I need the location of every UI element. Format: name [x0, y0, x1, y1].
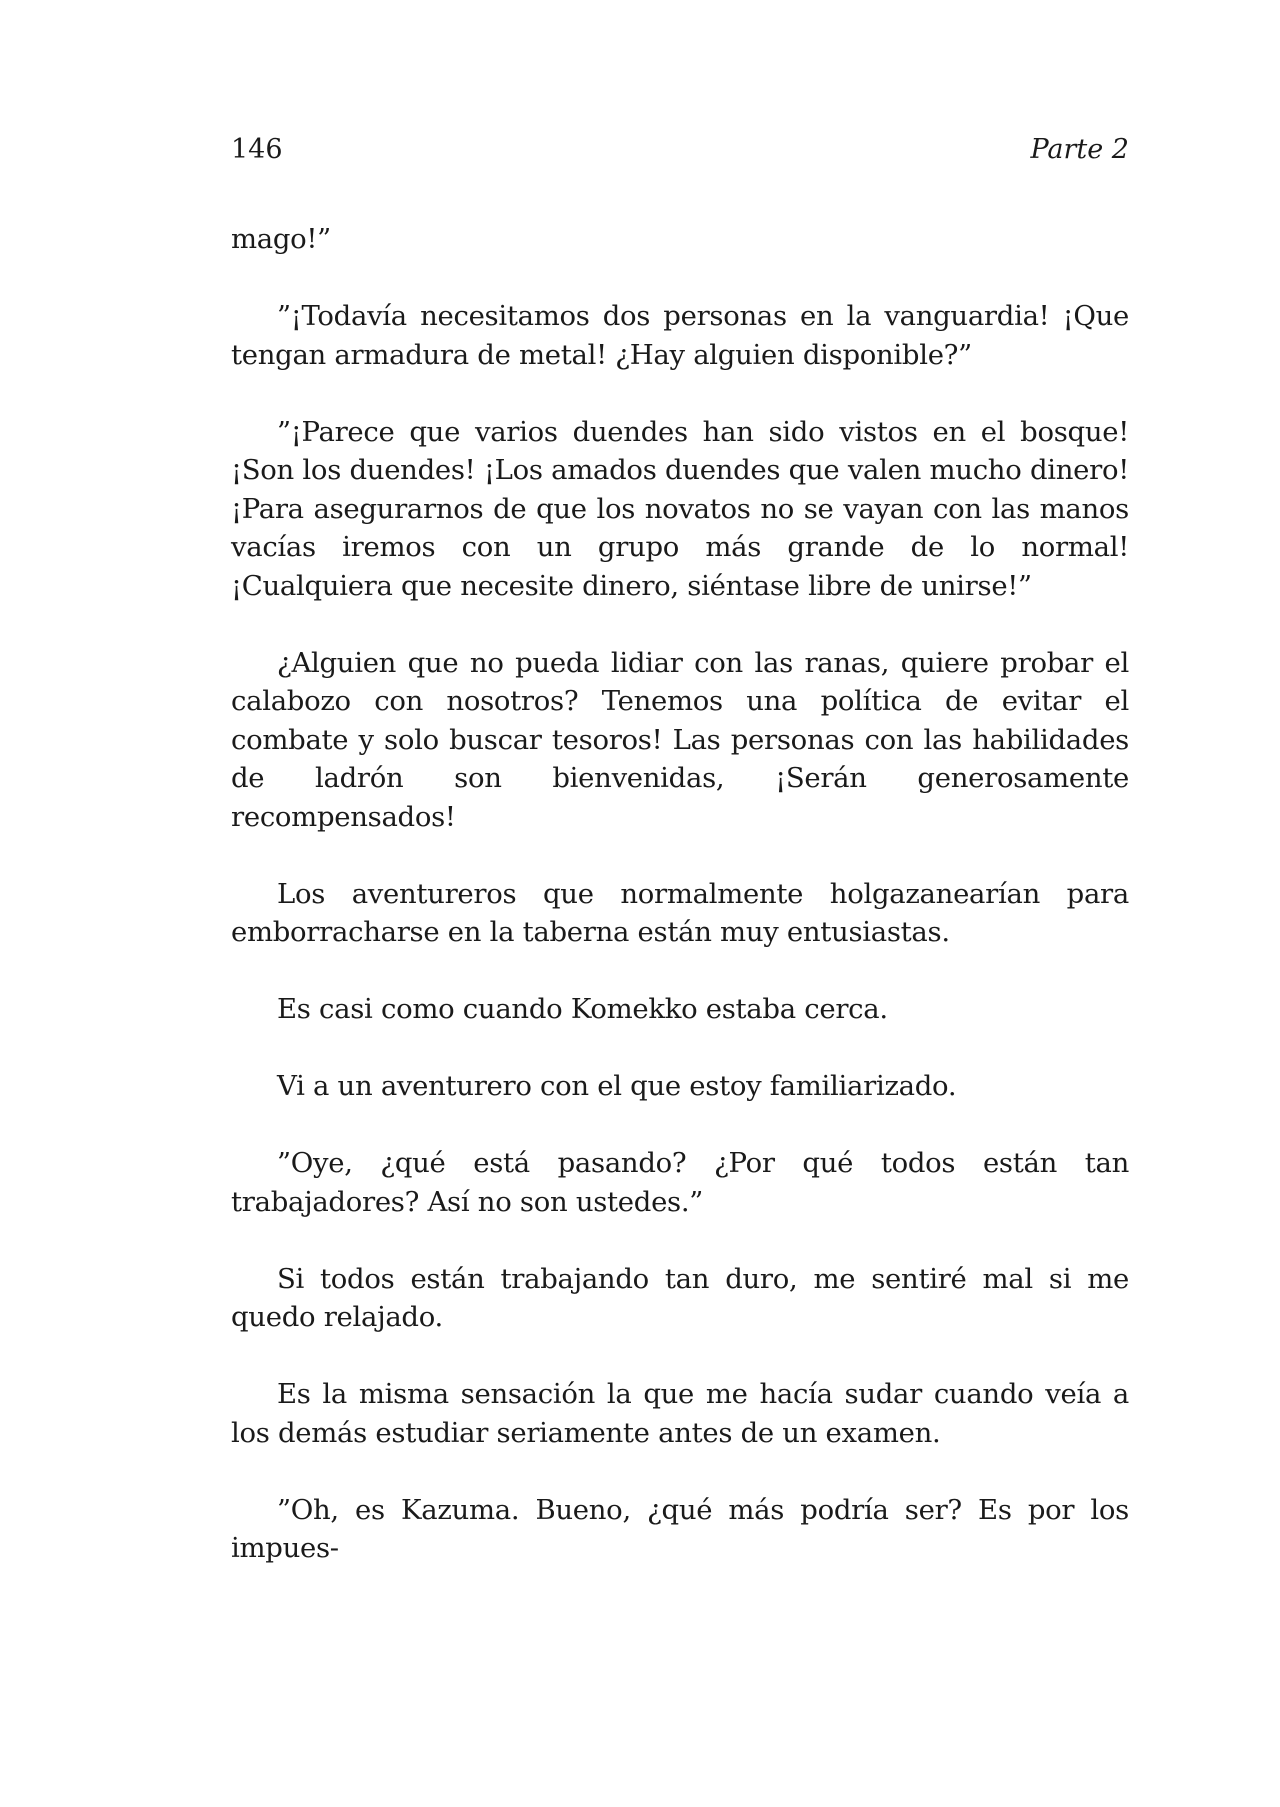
- paragraph: mago!”: [231, 223, 331, 255]
- paragraph: Si todos están trabajando tan duro, me sentiré mal si me quedo relajado.: [231, 1262, 1129, 1333]
- body-text: [231, 220, 1129, 1606]
- paragraph: Vi a un aventurero con el que estoy familiarizado.: [277, 1070, 957, 1102]
- paragraph: Los aventureros que normalmente holgazanearían para emborracharse en la taberna están muy entusiastas.: [231, 877, 1129, 948]
- paragraph: ”Oh, es Kazuma. Bueno, ¿qué más podría ser? Es por los impues-: [231, 1493, 1129, 1564]
- paragraph: ”¡Parece que varios duendes han sido vistos en el bosque! ¡Son los duendes! ¡Los amados duendes que valen mucho dinero! ¡Para asegurarnos de que los novatos no se vayan con las manos vacías iremos con un grupo más grande de lo normal! ¡Cualquiera que necesite dinero, siéntase libre de unirse!”: [231, 415, 1129, 602]
- paragraph: ¿Alguien que no pueda lidiar con las ranas, quiere probar el calabozo con nosotros? Tenemos una política de evitar el combate y solo buscar tesoros! Las personas con las habilidades de ladrón son bienvenidas, ¡Serán generosamente recompensados!: [231, 646, 1129, 833]
- paragraph: ”Oye, ¿qué está pasando? ¿Por qué todos están tan trabajadores? Así no son ustedes.”: [231, 1147, 1129, 1218]
- page-header: [231, 130, 1129, 170]
- page-number: 146: [231, 134, 283, 165]
- paragraph: Es casi como cuando Komekko estaba cerca.: [277, 993, 888, 1025]
- running-head: Parte 2: [1030, 134, 1129, 165]
- paragraph: ”¡Todavía necesitamos dos personas en la vanguardia! ¡Que tengan armadura de metal! ¿Hay alguien disponible?”: [231, 300, 1129, 371]
- paragraph: Es la misma sensación la que me hacía sudar cuando veía a los demás estudiar seriamente antes de un examen.: [231, 1378, 1129, 1449]
